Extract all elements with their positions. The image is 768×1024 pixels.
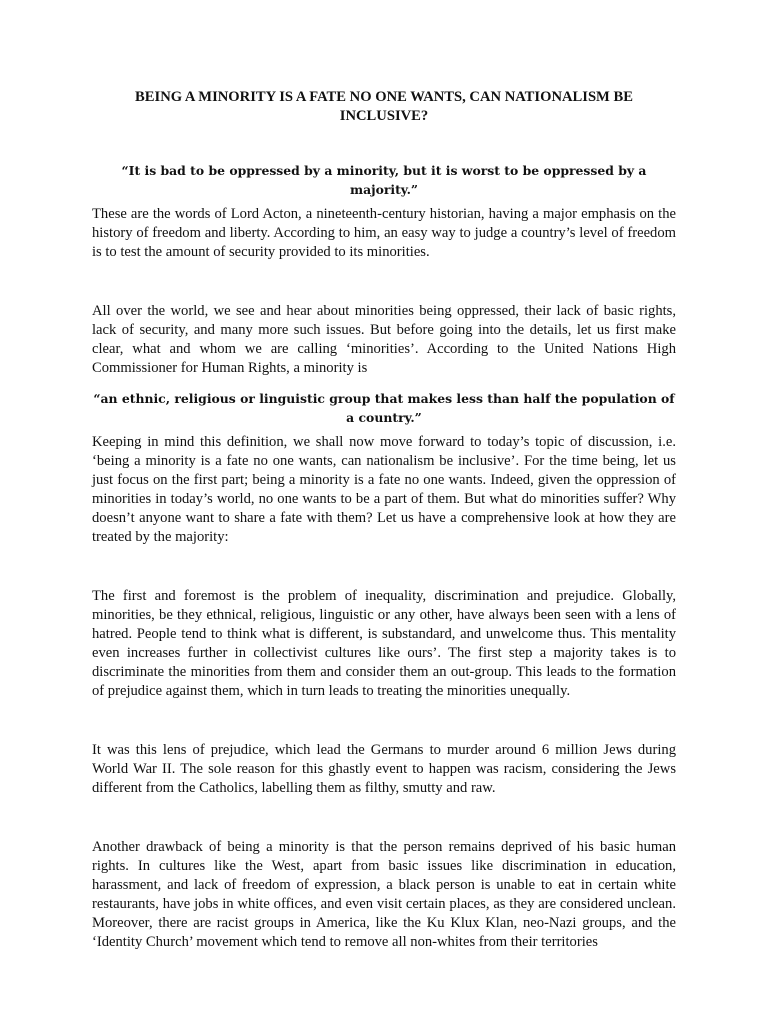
document-title: BEING A MINORITY IS A FATE NO ONE WANTS, CAN NATIONALISM BE INCLUSIVE? — [135, 89, 633, 124]
opening-quote: “It is bad to be oppressed by a minority, but it is worst to be oppressed by a majority.” — [121, 163, 647, 197]
paragraph-prejudice-ww2: It was this lens of prejudice, which lead the Germans to murder around 6 million Jews during World War II. The sole reason for this ghastly event to happen was racism, considering the Jews different from the Catholics, labelling them as filthy, smutty and raw. — [92, 742, 676, 796]
paragraph-lord-acton: These are the words of Lord Acton, a nineteenth-century historian, having a major emphasis on the history of freedom and liberty. According to him, an easy way to judge a country’s level of freedom is to test the amount of security provided to its minorities. — [92, 206, 676, 260]
paragraph-inequality: The first and foremost is the problem of inequality, discrimination and prejudice. Globally, minorities, be they ethnical, religious, linguistic or any other, have always been seen with a lens of hatred. People tend to think what is different, is substandard, and unwelcome thus. This mentality even increases further in collectivist cultures like ours’. The first step a majority takes is to discriminate the minorities from them and consider them an out-group. This leads to the formation of prejudice against them, which in turn leads to treating the minorities unequally. — [92, 588, 676, 699]
document-body — [92, 88, 676, 952]
paragraph-human-rights: Another drawback of being a minority is that the person remains deprived of his basic human rights. In cultures like the West, apart from basic issues like discrimination in education, harassment, and lack of freedom of expression, a black person is unable to eat in certain white restaurants, have jobs in white offices, and even visit certain places, as they are considered unclean. Moreover, there are racist groups in America, like the Ku Klux Klan, neo-Nazi groups, and the ‘Identity Church’ movement which tend to remove all non-whites from their territories — [92, 839, 676, 950]
paragraph-minorities-definition-intro: All over the world, we see and hear about minorities being oppressed, their lack of basic rights, lack of security, and many more such issues. But before going into the details, let us first make clear, what and whom we are calling ‘minorities’. According to the United Nations High Commissioner for Human Rights, a minority is — [92, 303, 676, 376]
paragraph-topic-discussion: Keeping in mind this definition, we shall now move forward to today’s topic of discussion, i.e. ‘being a minority is a fate no one wants, can nationalism be inclusive’. For the time being, let us just focus on the first part; being a minority is a fate no one wants. Indeed, given the oppression of minorities in today’s world, no one wants to be a part of them. But what do minorities suffer? Why doesn’t anyone want to share a fate with them? Let us have a comprehensive look at how they are treated by the majority: — [92, 434, 676, 545]
definition-quote: “an ethnic, religious or linguistic group that makes less than half the population of a country.” — [93, 391, 675, 425]
